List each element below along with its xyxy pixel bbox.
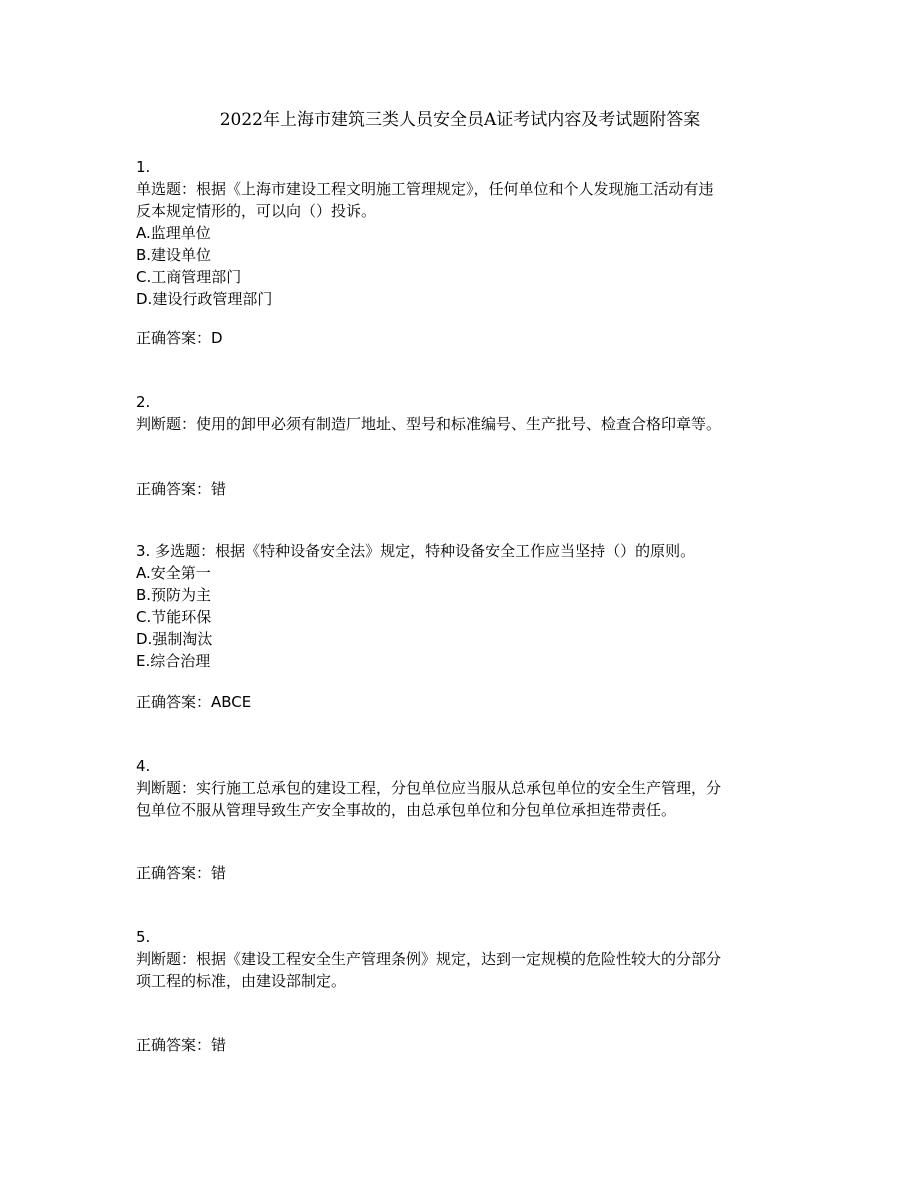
option-c: C.节能环保 [136, 608, 212, 626]
question-stem: 判断题：根据《建设工程安全生产管理条例》规定，达到一定规模的危险性较大的分部分 [136, 950, 722, 968]
option-a: A.安全第一 [136, 564, 211, 582]
answer-5: 正确答案：错 [136, 1036, 227, 1054]
question-stem: 3. 多选题：根据《特种设备安全法》规定，特种设备安全工作应当坚持（）的原则。 [136, 542, 696, 560]
option-b: B.建设单位 [136, 246, 212, 264]
question-number: 2. [136, 393, 151, 411]
question-stem: 项工程的标准，由建设部制定。 [136, 972, 347, 990]
answer-3: 正确答案：ABCE [136, 693, 252, 711]
question-stem: 判断题：实行施工总承包的建设工程，分包单位应当服从总承包单位的安全生产管理，分 [136, 779, 722, 797]
option-d: D.建设行政管理部门 [136, 290, 273, 308]
question-4 [136, 755, 786, 821]
question-stem: 单选题：根据《上海市建设工程文明施工管理规定》，任何单位和个人发现施工活动有违 [136, 180, 714, 198]
option-e: E.综合治理 [136, 652, 211, 670]
question-5 [136, 926, 786, 992]
question-stem: 判断题：使用的卸甲必须有制造厂地址、型号和标准编号、生产批号、检查合格印章等。 [136, 415, 722, 433]
page-title: 2022年上海市建筑三类人员安全员A证考试内容及考试题附答案 [219, 110, 701, 130]
answer-2: 正确答案：错 [136, 480, 227, 498]
option-b: B.预防为主 [136, 586, 212, 604]
question-number: 5. [136, 928, 151, 946]
question-number: 4. [136, 757, 151, 775]
option-d: D.强制淘汰 [136, 630, 213, 648]
answer-1: 正确答案：D [136, 329, 223, 347]
answer-4: 正确答案：错 [136, 864, 227, 882]
question-3 [136, 540, 786, 672]
question-stem: 包单位不服从管理导致生产安全事故的，由总承包单位和分包单位承担连带责任。 [136, 801, 677, 819]
question-stem: 反本规定情形的，可以向（）投诉。 [136, 202, 377, 220]
option-c: C.工商管理部门 [136, 268, 242, 286]
option-a: A.监理单位 [136, 224, 211, 242]
question-1 [136, 156, 786, 310]
question-number: 1. [136, 158, 151, 176]
question-2 [136, 391, 786, 435]
